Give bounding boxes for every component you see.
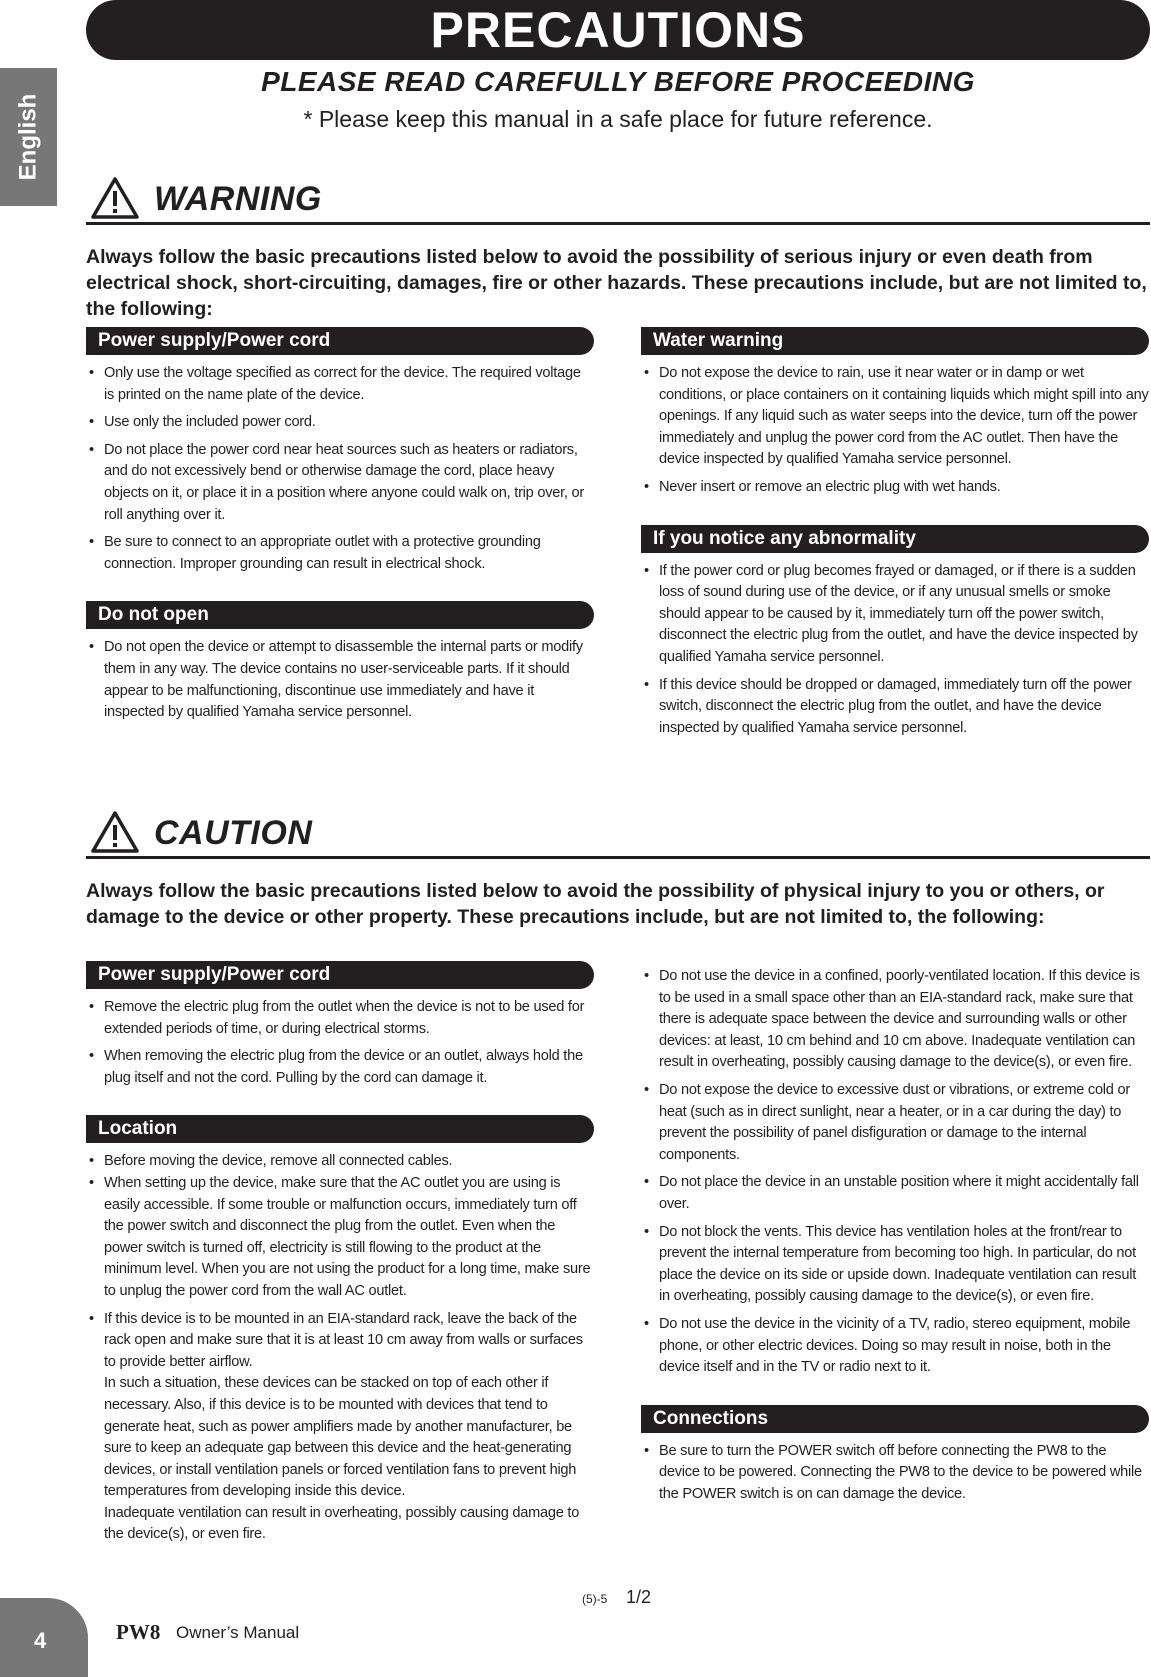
bullet-list xyxy=(86,363,594,575)
bullet-item: • If the power cord or plug becomes frayed or damaged, or if there is a sudden loss of sound during use of the device, or if any unusual smells or smoke should appear to be caused by it, immediately turn off the power switch, disconnect the electric plug from the outlet, and have the device inspected by qualified Yamaha service personnel. xyxy=(641,561,1149,669)
manual-label: Owner’s Manual xyxy=(176,1623,300,1642)
bullet-item: • Be sure to connect to an appropriate outlet with a protective grounding connection. Improper grounding can result in electrical shock. xyxy=(86,532,594,575)
precaution-block xyxy=(86,961,594,1089)
section-pill: Power supply/Power cord xyxy=(86,327,594,355)
bullet-list xyxy=(641,1441,1149,1506)
bullet-item: • Do not use the device in a confined, poorly-ventilated location. If this device is to be used in a small space other than an EIA-standard rack, make sure that there is adequate space between the device and surrounding walls or other devices: at least, 10 cm behind and 10 cm above. Inadequate ventilation can result in overheating, possibly causing damage to the device(s), or even fire. xyxy=(641,966,1149,1074)
bullet-item: • Be sure to turn the POWER switch off before connecting the PW8 to the device to be powered. Connecting the PW8 to the device to be powered while the POWER switch is on can damage the device. xyxy=(641,1441,1149,1506)
bullet-item: • Use only the included power cord. xyxy=(86,412,594,434)
warning-right-column xyxy=(641,327,1149,765)
caution-triangle-icon xyxy=(90,810,140,854)
precaution-block xyxy=(641,966,1149,1379)
warning-heading xyxy=(86,176,1150,225)
precaution-block xyxy=(86,1115,594,1546)
title-banner xyxy=(86,0,1150,60)
bullet-item: • Remove the electric plug from the outlet when the device is not to be used for extended periods of time, or during electrical storms. xyxy=(86,997,594,1040)
bullet-item: • Do not place the power cord near heat sources such as heaters or radiators, and do not excessively bend or otherwise damage the cord, place heavy objects on it, or place it in a position where anyone could walk on, trip over, or roll anything over it. xyxy=(86,440,594,526)
section-pill: If you notice any abnormality xyxy=(641,525,1149,553)
page-title: PRECAUTIONS xyxy=(430,2,806,58)
precaution-block xyxy=(86,601,594,723)
page-code: (5)-5 xyxy=(582,1592,608,1606)
precaution-block xyxy=(641,327,1149,499)
bullet-list xyxy=(641,363,1149,499)
bullet-item: • Do not block the vents. This device has ventilation holes at the front/rear to prevent the internal temperature from becoming too high. In particular, do not place the device on its side or upside down. Inadequate ventilation can result in overheating, possibly causing damage to the device(s), or even fire. xyxy=(641,1222,1149,1308)
paragraph: • If this device is to be mounted in an EIA-standard rack, leave the back of the rack open and make sure that it is at least 10 cm away from walls or surfaces to provide better airflow. xyxy=(104,1310,583,1370)
caution-heading xyxy=(86,810,1150,859)
page-number-tab xyxy=(0,1598,88,1677)
bullet-item: • Before moving the device, remove all connected cables. xyxy=(86,1151,594,1173)
bullet-item: • Do not expose the device to excessive dust or vibrations, or extreme cold or heat (such as in direct sunlight, near a heater, or in a car during the day) to prevent the possibility of panel disfiguration or damage to the internal components. xyxy=(641,1080,1149,1166)
warning-left-column xyxy=(86,327,594,750)
bullet-item: • When removing the electric plug from the device or an outlet, always hold the plug itself and not the cord. Pulling by the cord can damage it. xyxy=(86,1046,594,1089)
bullet-item xyxy=(86,1309,594,1547)
bullet-list xyxy=(86,637,594,723)
section-pill: Do not open xyxy=(86,601,594,629)
section-pill: Power supply/Power cord xyxy=(86,961,594,989)
subtitle: PLEASE READ CAREFULLY BEFORE PROCEEDING xyxy=(261,66,975,97)
page-fraction: 1/2 xyxy=(626,1587,652,1607)
page-number: 4 xyxy=(34,1628,47,1653)
language-tab xyxy=(0,68,57,206)
model-name: PW8 xyxy=(116,1620,161,1644)
section-pill: Location xyxy=(86,1115,594,1143)
warning-intro: Always follow the basic precautions listed below to avoid the possibility of serious injury or even death from electrical shock, short-circuiting, damages, fire or other hazards. These precautions include, but are not limited to, the following: xyxy=(86,246,1147,320)
caution-intro: Always follow the basic precautions listed below to avoid the possibility of physical injury to you or others, or damage to the device or other property. These precautions include, but are not limited to, the following: xyxy=(86,880,1105,928)
keep-note: * Please keep this manual in a safe place for future reference. xyxy=(303,106,933,132)
section-pill: Water warning xyxy=(641,327,1149,355)
paragraph: Inadequate ventilation can result in overheating, possibly causing damage to the device(s), or even fire. xyxy=(104,1504,580,1543)
caution-right-column xyxy=(641,966,1149,1531)
bullet-list xyxy=(86,997,594,1089)
bullet-list xyxy=(641,561,1149,740)
precaution-block xyxy=(641,525,1149,740)
bullet-item: • When setting up the device, make sure that the AC outlet you are using is easily accessible. If some trouble or malfunction occurs, immediately turn off the power switch and disconnect the plug from the outlet. Even when the power switch is turned off, electricity is still flowing to the product at the minimum level. When you are not using the product for a long time, make sure to unplug the power cord from the wall AC outlet. xyxy=(86,1173,594,1303)
caution-left-column xyxy=(86,961,594,1572)
paragraph: In such a situation, these devices can be stacked on top of each other if necessary. Also, if this device is to be mounted with devices that tend to generate heat, such as power amplifiers made by another manufacturer, be sure to keep an adequate gap between this device and the heat-generating devices, or install ventilation panels or forced ventilation fans to prevent high temperatures from developing inside this device. xyxy=(104,1375,577,1500)
caution-title: CAUTION xyxy=(154,814,313,852)
bullet-item: • Do not open the device or attempt to disassemble the internal parts or modify them in any way. The device contains no user-serviceable parts. If it should appear to be malfunctioning, discontinue use immediately and have it inspected by qualified Yamaha service personnel. xyxy=(86,637,594,723)
precaution-block xyxy=(641,1405,1149,1506)
language-label: English xyxy=(14,93,42,181)
bullet-item: • Do not place the device in an unstable position where it might accidentally fall over. xyxy=(641,1172,1149,1215)
warning-triangle-icon xyxy=(90,176,140,220)
bullet-item: • Only use the voltage specified as correct for the device. The required voltage is printed on the name plate of the device. xyxy=(86,363,594,406)
bullet-list xyxy=(86,1151,594,1546)
bullet-item: • Never insert or remove an electric plug with wet hands. xyxy=(641,477,1149,499)
bullet-list xyxy=(641,966,1149,1379)
bullet-item: • If this device should be dropped or damaged, immediately turn off the power switch, disconnect the electric plug from the outlet, and have the device inspected by qualified Yamaha service personnel. xyxy=(641,675,1149,740)
precaution-block xyxy=(86,327,594,575)
section-pill: Connections xyxy=(641,1405,1149,1433)
warning-title: WARNING xyxy=(154,180,322,218)
bullet-item: • Do not use the device in the vicinity of a TV, radio, stereo equipment, mobile phone, or other electric devices. Doing so may result in noise, both in the device itself and in the TV or radio next to it. xyxy=(641,1314,1149,1379)
bullet-item: • Do not expose the device to rain, use it near water or in damp or wet conditions, or place containers on it containing liquids which might spill into any openings. If any liquid such as water seeps into the device, turn off the power immediately and unplug the power cord from the AC outlet. Then have the device inspected by qualified Yamaha service personnel. xyxy=(641,363,1149,471)
